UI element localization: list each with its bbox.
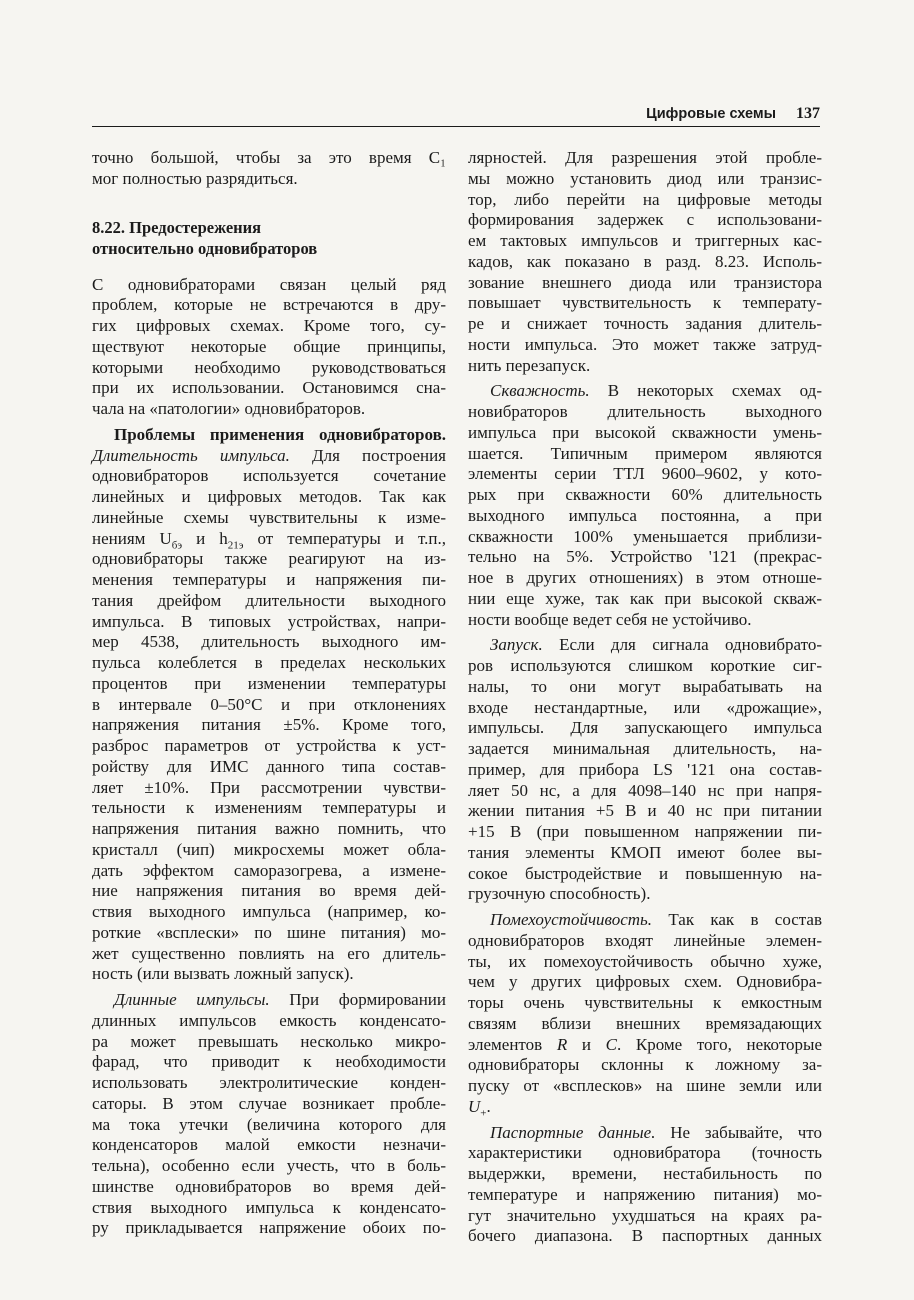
- text-line: напряжения питания ±5%. Кроме того,: [92, 715, 446, 735]
- text-line: налы, то они могут вырабатывать на: [468, 676, 822, 696]
- text-line: связям вблизи внешних времязадающих: [468, 1013, 822, 1033]
- text-line: пуску от «всплесков» на шине земли или: [468, 1076, 822, 1095]
- running-title: Цифровые схемы: [646, 106, 776, 122]
- text-line: бочего диапазона. В паспортных данных: [468, 1226, 822, 1246]
- text-line: $U_+$.: [468, 1096, 491, 1120]
- text-line: тельно на 5%. Устройство '121 (прекрас-: [468, 547, 822, 567]
- text-line: тания дрейфом длительности выходного: [92, 590, 446, 610]
- text-line: Длительность импульса. Для построения: [92, 445, 446, 465]
- text-line: Длинные импульсы. При формировании: [114, 990, 446, 1009]
- text-line: рых при скважности 60% длительность: [468, 485, 822, 504]
- section-heading: 8.22. Предостережения относительно одновибраторов: [92, 217, 318, 258]
- text-line: выходного импульса постоянна, а при: [468, 505, 822, 525]
- text-line: чем у других цифровых схем. Одновибра-: [468, 972, 822, 992]
- text-line: ность (или вызвать ложный запуск).: [92, 964, 354, 984]
- text-line: задается минимальная длительность, на-: [468, 739, 822, 758]
- text-line: мер 4538, длительность выходного им-: [92, 632, 446, 652]
- text-line: скважности 100% уменьшается приблизи-: [468, 526, 822, 546]
- text-line: одновибраторов используется сочетание: [92, 466, 446, 486]
- text-line: при их использовании. Остановимся сна-: [92, 378, 446, 398]
- text-line: пример, для прибора LS '121 она состав-: [468, 759, 822, 779]
- text-line: сокое быстродействие и повышенную на-: [468, 863, 822, 883]
- text-line: импульса. В типовых устройствах, напри-: [92, 611, 446, 631]
- long-pulses-paragraph: [92, 990, 446, 1239]
- continuation-paragraph-right: [468, 148, 822, 376]
- text-line: нениям $U_{бэ}$ и $h_{21э}$ от температуры и т.п.,: [92, 528, 446, 551]
- text-line: импульса при высокой скважности умень-: [468, 422, 822, 442]
- text-line: Запуск. Если для сигнала одновибрато-: [490, 635, 822, 655]
- text-line: температуре и напряжению питания) мо-: [468, 1184, 822, 1204]
- text-line: линейные схемы чувствительны к изме-: [92, 507, 446, 527]
- text-line: гут значительно ухудшаться на краях ра-: [468, 1205, 822, 1225]
- text-line: тор, либо перейти на цифровые методы: [468, 189, 822, 209]
- text-line: шается. Типичным примером являются: [468, 443, 822, 463]
- text-line: [92, 425, 446, 446]
- duty-term: Скважность.: [490, 381, 590, 401]
- text-line: зование внешнего диода или транзистора: [468, 272, 822, 292]
- text-line: элементы серии ТТЛ 9600–9602, у кото-: [468, 464, 822, 484]
- text-line: ре и снижает точность задания длитель-: [468, 314, 822, 333]
- text-line: шинстве одновибраторов во время дей-: [92, 1176, 446, 1196]
- text-line: фарад, что приводит к необходимости: [92, 1052, 446, 1072]
- datasheet-term: Паспортные данные.: [490, 1122, 656, 1142]
- text-line: ма тока утечки (величина которого для: [92, 1114, 446, 1134]
- text-line: одновибраторы также реагируют на из-: [92, 549, 446, 569]
- text-line: кадов, как показано в разд. 8.23. Исполь-: [468, 251, 822, 271]
- left-column: [92, 148, 446, 1239]
- text-line: ра может превышать несколько микро-: [92, 1031, 446, 1051]
- text-line: ляет 50 нс, а для 4098–140 нс при напря-: [468, 780, 822, 800]
- intro-paragraph: [92, 275, 446, 420]
- text-line: ляет ±10%. При рассмотрении чувстви-: [92, 777, 446, 797]
- noise-term: Помехоустойчивость.: [490, 910, 653, 929]
- text-line: напряжения питания важно помнить, что: [92, 819, 446, 838]
- text-line: роткие «всплески» по шине питания) мо-: [92, 922, 446, 942]
- text-line: тельности к изменениям температуры и: [92, 798, 446, 818]
- text-line: точно большой, чтобы за это время C₁: [92, 148, 446, 167]
- text-line: ществуют некоторые общие принципы,: [92, 336, 446, 356]
- running-header: [92, 104, 820, 127]
- text-line: тельна), особенно если учесть, что в боль-: [92, 1156, 446, 1175]
- text-line: в интервале 0–50°С и при отклонениях: [92, 694, 446, 714]
- long-pulses-term: Длинные импульсы.: [114, 990, 270, 1009]
- text-line: ствия выходного импульса (например, ко-: [92, 902, 446, 921]
- text-line: элементов R и C. Кроме того, некоторые: [468, 1034, 822, 1054]
- text-line: ное в других отношениях) в этом отноше-: [468, 568, 822, 587]
- text-line: импульсы. Для запускающего импульса: [468, 718, 822, 738]
- problems-heading: Проблемы применения одновибраторов.: [114, 424, 446, 444]
- text-line: саторы. В этом случае возникает пробле-: [92, 1093, 446, 1113]
- text-line: разброс параметров от устройства к уст-: [92, 736, 446, 755]
- text-line: Скважность. В некоторых схемах од-: [490, 381, 822, 401]
- text-line: С одновибраторами связан целый ряд: [92, 274, 446, 294]
- text-line: процентов при изменении температуры: [92, 673, 446, 693]
- text-line: проблем, которые не встречаются в дру-: [92, 295, 446, 315]
- text-line: конденсаторов малой емкости незначи-: [92, 1135, 446, 1155]
- text-line: ты, их помехоустойчивость обычно хуже,: [468, 951, 822, 971]
- text-line: ние напряжения питания во время дей-: [92, 881, 446, 901]
- text-line: лярностей. Для разрешения этой пробле-: [468, 148, 822, 167]
- pulse-width-paragraph: [92, 425, 446, 985]
- text-line: тания элементы КМОП имеют более вы-: [468, 842, 822, 862]
- text-line: нить перезапуск.: [468, 355, 591, 375]
- text-line: грузочную способность).: [468, 884, 651, 904]
- text-line: торы очень чувствительны к емкостным: [468, 993, 822, 1012]
- text-line: жении питания +5 В и 40 нс при питании: [468, 801, 822, 821]
- text-line: гих цифровых схемах. Кроме того, су-: [92, 316, 446, 335]
- continuation-paragraph: [92, 148, 446, 190]
- text-line: пульса колеблется в пределах нескольких: [92, 653, 446, 672]
- text-line: повышает чувствительность к температу-: [468, 293, 822, 313]
- text-line: мог полностью разрядиться.: [92, 168, 298, 188]
- text-line: жет существенно повлиять на его длитель-: [92, 943, 446, 963]
- text-line: нии еще хуже, так как при высокой скваж-: [468, 588, 822, 608]
- pulse-width-term: Длительность импульса.: [92, 445, 290, 465]
- right-column: [468, 148, 822, 1247]
- text-line: длинных импульсов емкость конденсато-: [92, 1010, 446, 1030]
- duty-paragraph: [468, 381, 822, 630]
- text-line: менения температуры и напряжения пи-: [92, 570, 446, 589]
- text-line: Паспортные данные. Не забывайте, что: [490, 1122, 822, 1142]
- datasheet-paragraph: [468, 1123, 822, 1248]
- text-line: ем тактовых импульсов и триггерных кас-: [468, 231, 822, 250]
- text-line: одновибраторы склонны к ложному за-: [468, 1055, 822, 1075]
- text-line: кристалл (чип) микросхемы может обла-: [92, 839, 446, 859]
- noise-paragraph: [468, 910, 822, 1118]
- text-line: формирования задержек с использовани-: [468, 210, 822, 230]
- text-line: дать эффектом саморазогрева, а измене-: [92, 860, 446, 880]
- text-line: +15 В (при повышенном напряжении пи-: [468, 822, 822, 841]
- text-line: линейных и цифровых методов. Так как: [92, 487, 446, 506]
- text-line: Помехоустойчивость. Так как в состав: [490, 910, 822, 929]
- text-line: одновибраторов входят линейные элемен-: [468, 930, 822, 950]
- text-line: чала на «патологии» одновибраторов.: [92, 399, 366, 418]
- text-line: ройству для ИМС данного типа состав-: [92, 756, 446, 776]
- text-line: ности вообще ведет себя не устойчиво.: [468, 609, 752, 629]
- text-line: ности импульса. Это может также затруд-: [468, 334, 822, 354]
- text-line: мы можно установить диод или транзис-: [468, 168, 822, 188]
- text-line: которыми необходимо руководствоваться: [92, 357, 446, 377]
- text-line: входе нестандартные, или «дрожащие»,: [468, 697, 822, 717]
- page-number: 137: [796, 105, 820, 122]
- text-line: ров используются слишком короткие сиг-: [468, 656, 822, 675]
- text-line: характеристики одновибратора (точность: [468, 1143, 822, 1163]
- text-line: использовать электролитические конден-: [92, 1073, 446, 1092]
- trigger-term: Запуск.: [490, 635, 543, 655]
- trigger-paragraph: [468, 635, 822, 905]
- text-line: выдержки, времени, нестабильность по: [468, 1164, 822, 1183]
- text-line: ру прикладывается напряжение обоих по-: [92, 1218, 446, 1238]
- text-line: ствия выходного импульса к конденсато-: [92, 1197, 446, 1217]
- text-line: новибраторов длительность выходного: [468, 402, 822, 421]
